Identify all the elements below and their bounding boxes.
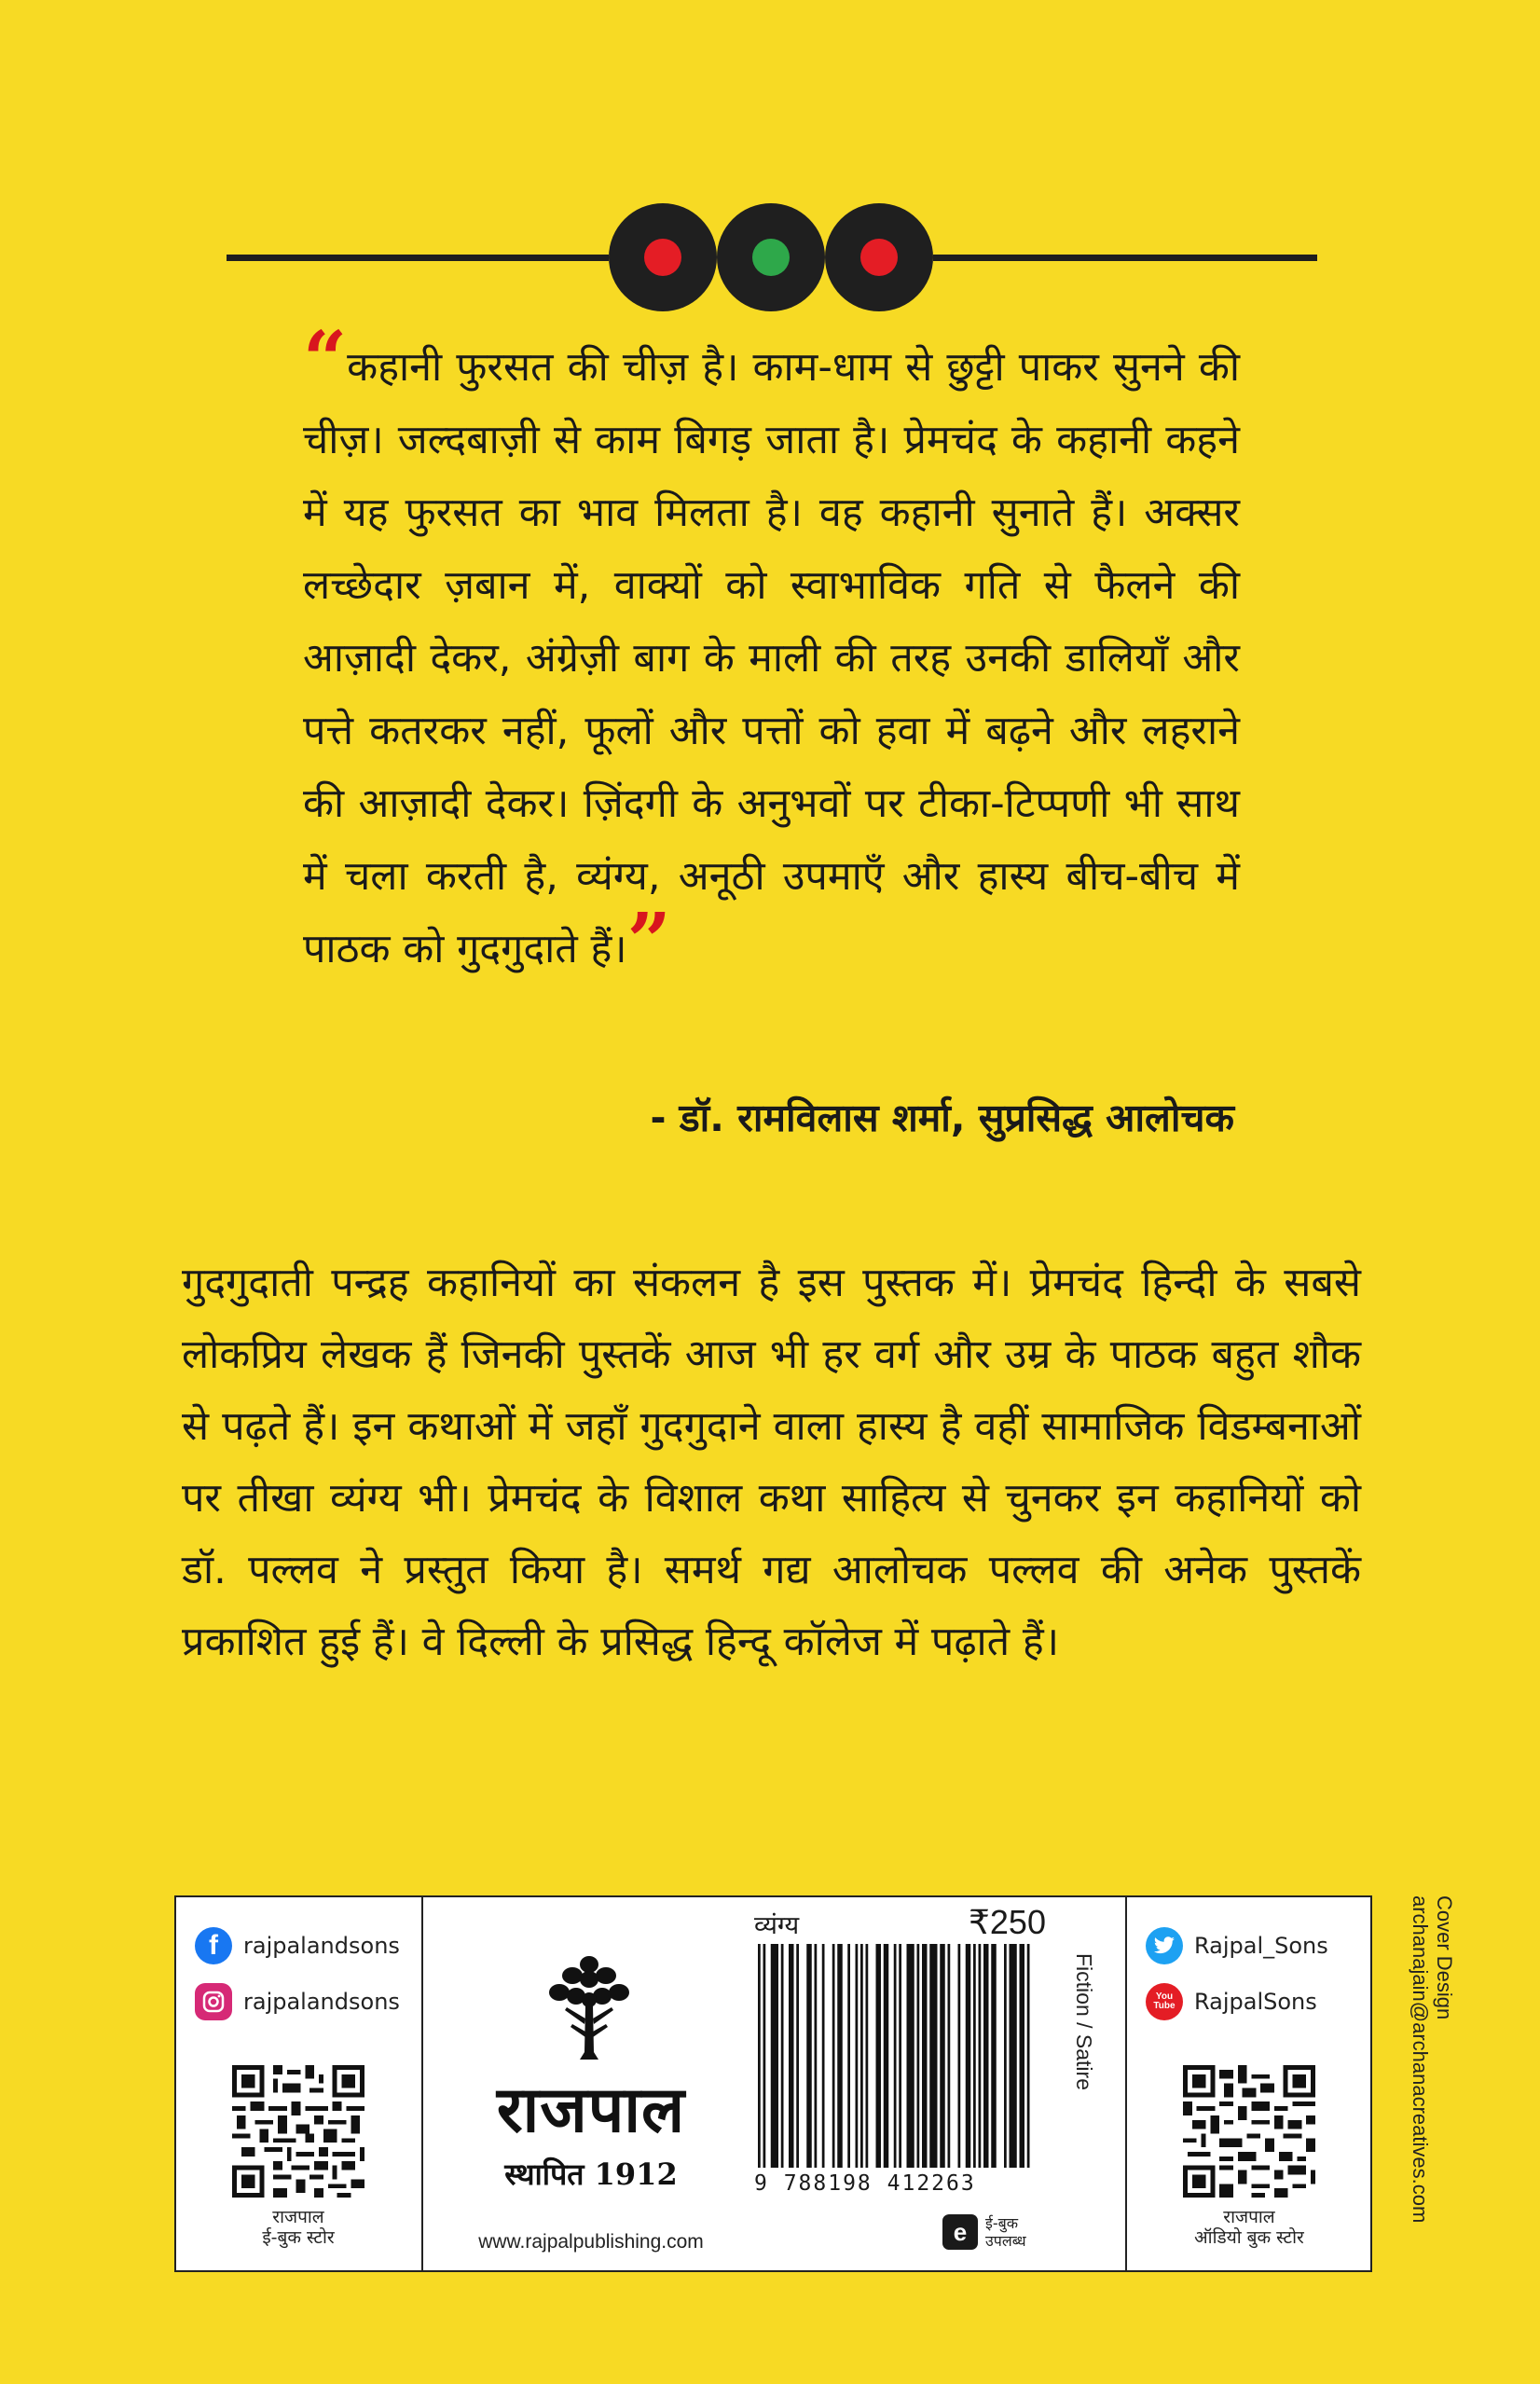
- ornament-dot-inner-3: [860, 239, 898, 276]
- cover-design-credit: [1408, 1895, 1456, 2223]
- ornament-dot-inner-1: [644, 239, 681, 276]
- facebook-link[interactable]: [195, 1927, 400, 1964]
- category-label: Fiction / Satire: [1072, 1953, 1096, 2090]
- ebook-store-caption: [205, 2207, 392, 2248]
- ornament-dot-3: [825, 203, 933, 311]
- instagram-link[interactable]: [195, 1983, 400, 2020]
- barcode-bar: [917, 1944, 920, 2168]
- youtube-icon: You Tube: [1146, 1983, 1183, 2020]
- barcode-bar: [806, 1944, 812, 2168]
- price-label: ₹250: [969, 1903, 1046, 1941]
- barcode-bar: [948, 1944, 951, 2168]
- ebook-store-caption-line1: राजपाल: [272, 2207, 324, 2227]
- quote-attribution: - डॉ. रामविलास शर्मा, सुप्रसिद्ध आलोचक: [650, 1096, 1234, 1140]
- barcode-bar: [979, 1944, 982, 2168]
- publisher-tree-logo-icon: [544, 1951, 634, 2063]
- barcode-bar: [884, 1944, 889, 2168]
- ebook-store-qr-code[interactable]: [232, 2065, 364, 2198]
- barcode-bar: [894, 1944, 897, 2168]
- youtube-handle: RajpalSons: [1194, 1989, 1317, 2015]
- barcode-bar: [1010, 1944, 1017, 2168]
- ornament-line-left: [227, 255, 609, 261]
- barcode-bar: [796, 1944, 799, 2168]
- barcode-bar: [929, 1944, 937, 2168]
- barcode-bar: [907, 1944, 914, 2168]
- audiobook-store-qr-code[interactable]: [1183, 2065, 1315, 2198]
- quote-block: [303, 315, 1240, 986]
- barcode-bar: [966, 1944, 971, 2168]
- barcode-bar: [866, 1944, 869, 2168]
- twitter-link[interactable]: [1146, 1927, 1328, 1964]
- panel-divider-left: [421, 1897, 423, 2270]
- panel-divider-right: [1125, 1897, 1127, 2270]
- publisher-website[interactable]: www.rajpalpublishing.com: [478, 2231, 704, 2253]
- ornament-line-right: [933, 255, 1317, 261]
- facebook-handle: rajpalandsons: [243, 1933, 400, 1959]
- quote-text: कहानी फुरसत की चीज़ है। काम-धाम से छुट्टी पाकर सुनने की चीज़। जल्दबाज़ी से काम बिगड़ जाता है। प्रेमचंद के कहानी कहने में यह फुरसत का भाव मिलता है। वह कहानी सुनाते हैं। अक्सर लच्छेदार ज़बान में, वाक्यों को स्वाभाविक गति से फैलने की आज़ादी देकर, अंग्रेज़ी बाग के माली की तरह उनकी डालियाँ और पत्ते कतरकर नहीं, फूलों और पत्तों को हवा में बढ़ने और लहराने की आज़ादी देकर। ज़िंदगी के अनुभवों पर टीका-टिप्पणी भी साथ में चला करती है, व्यंग्य, अनूठी उपमाएँ और हास्य बीच-बीच में पाठक को गुदगुदाते हैं।: [303, 344, 1240, 972]
- cover-design-email: archanajain@archanacreatives.com: [1409, 1895, 1432, 2224]
- barcode-bar: [860, 1944, 863, 2168]
- instagram-handle: rajpalandsons: [243, 1989, 400, 2015]
- barcode-bar: [847, 1944, 850, 2168]
- ebook-available-text: [985, 2214, 1026, 2250]
- ebook-available-line2: उपलब्ध: [985, 2232, 1026, 2250]
- barcode-bar: [822, 1944, 825, 2168]
- audiobook-store-caption: [1156, 2207, 1342, 2248]
- open-quote-mark: “: [303, 315, 348, 405]
- barcode-bar: [1020, 1944, 1025, 2168]
- isbn-digits: 9 788198 412263: [754, 2171, 976, 2196]
- ornament-dot-2: [717, 203, 825, 311]
- barcode-bar: [758, 1944, 761, 2168]
- twitter-handle: Rajpal_Sons: [1194, 1933, 1328, 1959]
- ebook-icon: e: [942, 2214, 978, 2250]
- publisher-established: स्थापित 1912: [504, 2157, 678, 2192]
- barcode-bar: [973, 1944, 976, 2168]
- barcode-bar: [983, 1944, 989, 2168]
- barcode-bar: [815, 1944, 818, 2168]
- facebook-icon: f: [195, 1927, 232, 1964]
- barcode-bar: [763, 1944, 766, 2168]
- close-quote-mark: ”: [626, 897, 671, 986]
- barcode-bar: [922, 1944, 928, 2168]
- publisher-panel: [174, 1895, 1372, 2272]
- genre-label: व्यंग्य: [754, 1911, 800, 1940]
- barcode-bar: [991, 1944, 997, 2168]
- barcode-bar: [832, 1944, 835, 2168]
- barcode-bar: [789, 1944, 794, 2168]
- audiobook-store-caption-line2: ऑडियो बुक स्टोर: [1194, 2227, 1304, 2248]
- barcode-bar: [899, 1944, 901, 2168]
- barcode-bar: [781, 1944, 784, 2168]
- ebook-store-caption-line2: ई-बुक स्टोर: [262, 2227, 335, 2248]
- publisher-logo-name: राजपाल: [496, 2074, 686, 2147]
- instagram-icon: [195, 1983, 232, 2020]
- barcode-bar: [940, 1944, 945, 2168]
- book-description: गुदगुदाती पन्द्रह कहानियों का संकलन है इस पुस्तक में। प्रेमचंद हिन्दी के सबसे लोकप्रिय लेखक हैं जिनकी पुस्तकें आज भी हर वर्ग और उम्र के पाठक बहुत शौक से पढ़ते हैं। इन कथाओं में जहाँ गुदगुदाने वाला हास्य है वहीं सामाजिक विडम्बनाओं पर तीखा व्यंग्य भी। प्रेमचंद के विशाल कथा साहित्य से चुनकर इन कहानियों को डॉ. पल्लव ने प्रस्तुत किया है। समर्थ गद्य आलोचक पल्लव की अनेक पुस्तकें प्रकाशित हुई हैं। वे दिल्ली के प्रसिद्ध हिन्दू कॉलेज में पढ़ाते हैं।: [182, 1260, 1361, 1665]
- ornament-dot-inner-2: [752, 239, 790, 276]
- audiobook-store-caption-line1: राजपाल: [1223, 2207, 1275, 2227]
- barcode-bar: [1027, 1944, 1030, 2168]
- barcode-bar: [856, 1944, 859, 2168]
- barcode-bar: [837, 1944, 843, 2168]
- youtube-link[interactable]: [1146, 1983, 1317, 2020]
- twitter-icon: [1146, 1927, 1183, 1964]
- barcode-bar: [1004, 1944, 1007, 2168]
- ornament-dot-1: [609, 203, 717, 311]
- barcode-bar: [876, 1944, 882, 2168]
- isbn-barcode: [754, 1944, 1034, 2168]
- cover-design-label: Cover Design: [1433, 1895, 1456, 2020]
- barcode-bar: [771, 1944, 778, 2168]
- barcode-bar: [958, 1944, 961, 2168]
- ebook-available-line1: ई-बुक: [985, 2214, 1019, 2232]
